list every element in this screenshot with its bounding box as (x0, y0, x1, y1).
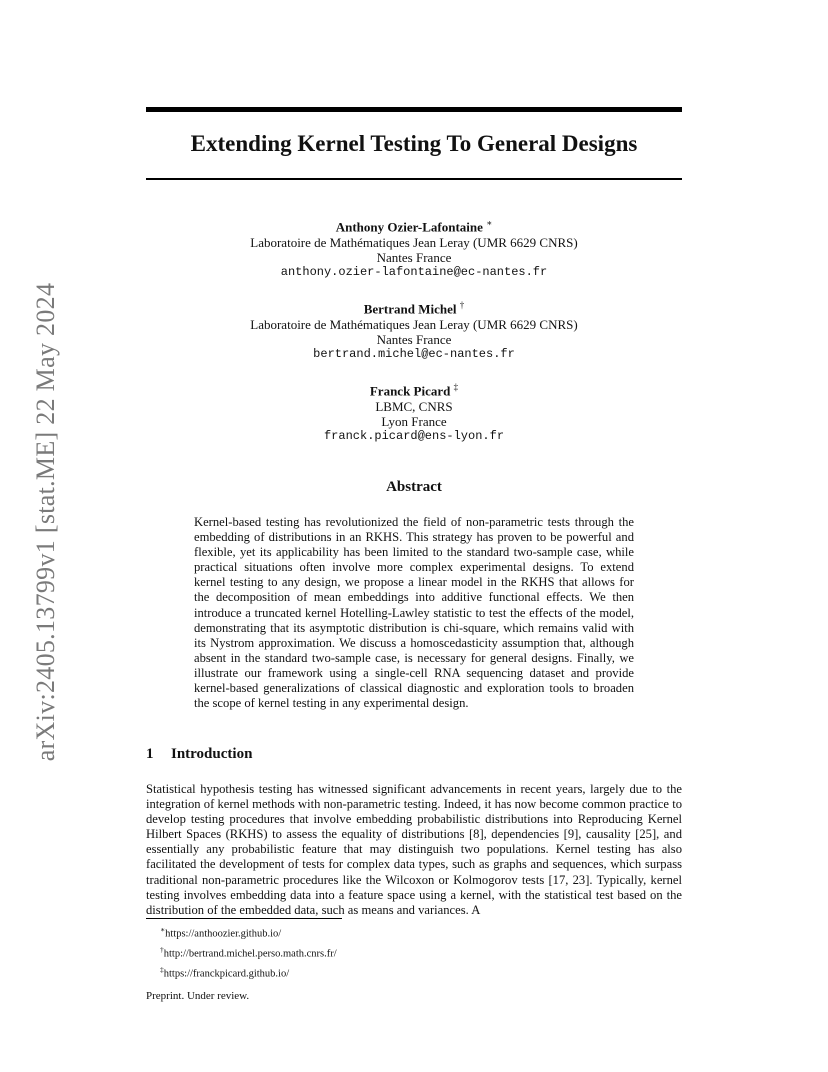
footnote-link[interactable]: https://franckpicard.github.io/ (163, 968, 290, 980)
author-block-3 (146, 380, 682, 445)
author-email: bertrand.michel@ec-nantes.fr (313, 347, 515, 362)
arxiv-identifier: arXiv:2405.13799v1 [stat.ME] 22 May 2024 (31, 282, 60, 762)
abstract-text: Kernel-based testing has revolutionized the field of non-parametric tests through the embedding of distributions in an RKHS. This strategy has proven to be powerful and flexible, yet its applicability has been limited to the standard two-sample case, while practical situations often involve more complex experimental designs. To extend kernel testing to any design, we propose a linear model in the RKHS that allows for the decomposition of mean embeddings into additive functional effects. We then introduce a truncated kernel Hotelling-Lawley statistic to test the effects of the model, demonstrating that its asymptotic distribution is chi-square, which remains valid with its Nystrom approximation. We discuss a homoscedasticity assumption that, although absent in the standard two-sample case, is necessary for general designs. Finally, we illustrate our framework using a single-cell RNA sequencing dataset and provide kernel-based generalizations of classical diagnostic and exploration tools to broaden the scope of kernel testing in any experimental design. (194, 515, 634, 711)
author-email: anthony.ozier-lafontaine@ec-nantes.fr (280, 265, 548, 280)
author-location: Nantes France (376, 331, 452, 347)
footnote-mark: ∗ (160, 925, 166, 934)
footnote (160, 962, 337, 982)
footnote-mark: ‡ (160, 965, 164, 974)
section-title: Introduction (171, 746, 253, 762)
author-block-2 (146, 298, 682, 363)
author-affiliation: Laboratoire de Mathématiques Jean Leray (UMR 6629 CNRS) (250, 316, 578, 332)
title-top-rule (146, 107, 682, 112)
author-affiliation: Laboratoire de Mathématiques Jean Leray (UMR 6629 CNRS) (250, 234, 578, 250)
author-name: Bertrand Michel † (363, 300, 465, 317)
page-footer: Preprint. Under review. (146, 990, 250, 1002)
section-number: 1 (146, 746, 154, 762)
title-bottom-rule (146, 178, 682, 180)
footnotes (160, 922, 337, 982)
footnote-rule (146, 918, 342, 919)
introduction-paragraph: Statistical hypothesis testing has witnessed significant advancements in recent years, largely due to the integration of kernel methods with non-parametric testing. Indeed, it has now become common practice to develop testing procedures that involve embedding probabilistic distributions into Reproducing Kernel Hilbert Spaces (RKHS) to assess the equality of distributions [8], dependencies [9], causality [25], and essentially any probabilistic feature that may distinguish two populations. Kernel testing has also facilitated the development of tests for complex data types, such as graphs and sequences, which surpass traditional non-parametric procedures like the Wilcoxon or Kolmogorov tests [17, 23]. Typically, kernel testing involves embedding data into a feature space using a kernel, with the statistical test based on the distribution of the embedded data, such as means and variances. A (146, 782, 682, 917)
paper-title: Extending Kernel Testing To General Designs (190, 131, 638, 156)
footnote-mark: † (160, 945, 164, 954)
author-footnote-mark: † (459, 300, 465, 310)
author-footnote-mark: ‡ (453, 382, 459, 392)
author-footnote-mark: ∗ (486, 218, 493, 228)
author-name: Anthony Ozier-Lafontaine ∗ (335, 218, 493, 235)
abstract-heading: Abstract (386, 479, 442, 495)
section-heading (146, 746, 252, 763)
footnote (160, 922, 337, 942)
author-block-1 (146, 216, 682, 281)
footnote (160, 942, 337, 962)
footnote-link[interactable]: http://bertrand.michel.perso.math.cnrs.fr/ (163, 948, 337, 960)
author-location: Lyon France (381, 413, 447, 429)
author-name: Franck Picard ‡ (369, 382, 459, 399)
author-affiliation: LBMC, CNRS (375, 398, 453, 414)
footnote-link[interactable]: https://anthoozier.github.io/ (165, 928, 282, 940)
author-location: Nantes France (376, 249, 452, 265)
author-email: franck.picard@ens-lyon.fr (323, 429, 505, 444)
